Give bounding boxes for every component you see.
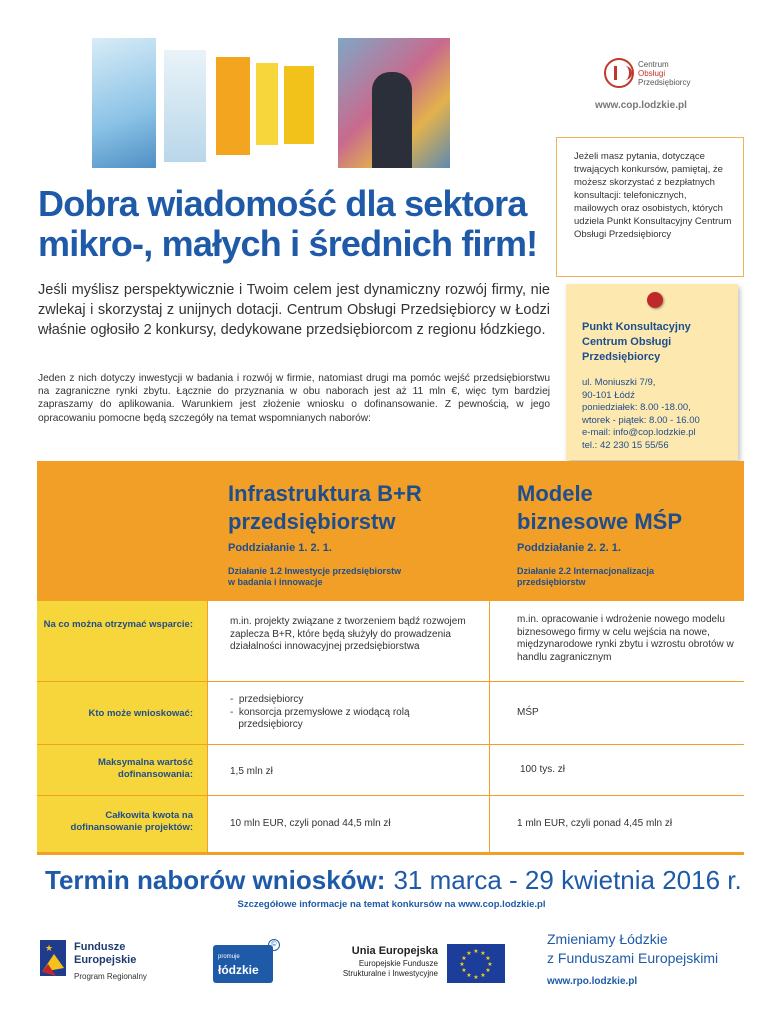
header-photo-businessman (372, 72, 412, 168)
header-photo-lab (92, 38, 156, 168)
row-label: Maksymalna wartość dofinansowania: (37, 745, 207, 795)
row-cell-left: 10 mln EUR, czyli ponad 44,5 mln zł (208, 796, 489, 852)
promuje-lodzkie-logo (213, 945, 273, 983)
svg-text:★: ★ (485, 955, 491, 962)
svg-text:★: ★ (480, 972, 486, 979)
list-item: przedsiębiorcy (230, 719, 303, 730)
svg-text:★: ★ (473, 974, 479, 981)
note-address-line: 90-101 Łódź (582, 389, 635, 401)
slogan-line1: Zmieniamy Łódzkie (547, 931, 668, 947)
fe-program: Program Regionalny (74, 972, 147, 981)
ue-title: Unia Europejska (351, 945, 438, 957)
column-title-line1: Infrastruktura B+R (228, 481, 422, 506)
headline-line1: Dobra wiadomość dla sektora (38, 183, 527, 224)
row-cell-right: m.in. opracowanie i wdrożenie nowego modelu biznesowego firmy w celu wejścia na nowe, międzynarodowe rynki zbytu i wzrostu obrotów w handlu zagranicznym (490, 601, 744, 681)
column-header-br (228, 480, 498, 588)
consultation-note (566, 284, 738, 460)
deadline-dates: 31 marca - 29 kwietnia 2016 r. (393, 865, 742, 895)
fe-star-icon (38, 938, 68, 978)
column-title (517, 480, 737, 536)
ue-sub-line1: Europejskie Fundusze (358, 959, 438, 968)
svg-text:★: ★ (459, 961, 465, 968)
svg-text:★: ★ (487, 961, 493, 968)
row-label: Całkowita kwota na dofinansowanie projektów: (37, 796, 207, 852)
row-label: Na co można otrzymać wsparcie: (37, 601, 207, 681)
cop-logo-line2: Obsługi (638, 69, 666, 78)
info-box: Jeżeli masz pytania, dotyczące trwających konkursów, pamiętaj, że możesz skorzystać z bezpłatnych konsultacji: telefonicznych, mailowych oraz osobistych, których udziela Punkt Konsultacyjny Centrum Obsługi Przedsiębiorcy (556, 137, 744, 277)
row-cell-left: 1,5 mln zł (208, 745, 489, 795)
cop-logo-mark-icon (604, 58, 634, 88)
ue-sub (300, 959, 438, 979)
column-subaction: Poddziałanie 2. 2. 1. (517, 542, 621, 554)
ue-logo-text (300, 945, 438, 979)
column-title (228, 480, 498, 536)
note-title: Punkt Konsultacyjny Centrum Obsługi Przedsiębiorcy (582, 321, 691, 363)
row-cell-right: 100 tys. zł (490, 745, 744, 795)
column-action-line1: Działanie 2.2 Internacjonalizacja (517, 566, 655, 576)
pushpin-icon (647, 292, 663, 308)
header-photo-lab-2 (164, 50, 206, 162)
ue-sub-line2: Strukturalne i Inwestycyjne (342, 969, 438, 978)
fe-name (74, 941, 136, 967)
svg-text:★: ★ (485, 967, 491, 974)
note-phone: tel.: 42 230 15 55/56 (582, 439, 669, 451)
svg-text:★: ★ (466, 972, 472, 979)
column-action-line2: w badania i innowacje (228, 577, 323, 587)
body-paragraph: Jeden z nich dotyczy inwestycji w badania i rozwój w firmie, natomiast drugi ma pomóc wejść przedsiębiorstwu na zagraniczne rynki zbytu. Łącznie do przyznania w obu naborach jest aż 11 mln €, więc tym bardziej zapraszamy do aplikowania. Warunkiem jest złożenie wniosku o dofinansowanie. Z pewnością, w jego opracowaniu pomocne będą szczegóły na temat wspomnianych naborów: (38, 373, 550, 424)
column-header-msp (517, 480, 737, 588)
column-action-line2: przedsiębiorstw (517, 577, 586, 587)
note-address-line: poniedziałek: 8.00 -18.00, (582, 402, 691, 413)
headline (38, 184, 558, 264)
deadline-heading (45, 865, 742, 896)
column-action-line1: Działanie 1.2 Inwestycje przedsiębiorstw (228, 566, 402, 576)
column-action (228, 566, 498, 588)
fe-line2: Europejskie (74, 954, 137, 966)
promo-big-text: łódzkie (218, 963, 259, 977)
list-item: - przedsiębiorcy (230, 694, 304, 705)
row-cell-left (208, 682, 489, 744)
promo-small-text: promuje (218, 954, 240, 960)
slogan (547, 930, 718, 968)
row-cell-left: m.in. projekty związane z tworzeniem bądź rozwojem zaplecza B+R, które będą służyły do prowadzenia działalności innowacyjnej przedsiębiorstwa (208, 601, 489, 681)
headline-line2: mikro-, małych i średnich firm! (38, 223, 538, 264)
svg-text:★: ★ (466, 950, 472, 957)
column-title-line1: Modele (517, 481, 593, 506)
eu-flag-icon (447, 944, 505, 983)
deadline-label: Termin naborów wniosków: (45, 865, 386, 895)
lead-paragraph: Jeśli myślisz perspektywicznie i Twoim celem jest dynamiczny rozwój firmy, nie zwlekaj i skorzystaj z unijnych dotacji. Centrum Obsługi Przedsiębiorcy w Łodzi właśnie ogłosiło 2 konkursy, dedykowane przedsiębiorcom z regionu łódzkiego. (38, 282, 550, 338)
cop-logo (600, 58, 690, 94)
cop-logo-text (638, 60, 690, 87)
svg-text:★: ★ (45, 944, 54, 954)
note-address (582, 377, 737, 452)
cop-url[interactable]: www.cop.lodzkie.pl (595, 100, 687, 111)
note-email[interactable]: e-mail: info@cop.lodzkie.pl (582, 427, 696, 438)
column-title-line2: biznesowe MŚP (517, 509, 683, 534)
note-address-line: wtorek - piątek: 8.00 - 16.00 (582, 414, 700, 426)
program-table (37, 461, 744, 855)
row-label: Kto może wnioskować: (37, 682, 207, 744)
header-orange-block (216, 57, 250, 155)
row-cell-right: MŚP (490, 682, 744, 744)
copyright-icon: © (268, 939, 280, 951)
row-cell-right: 1 mln EUR, czyli ponad 4,45 mln zł (490, 796, 744, 852)
note-address-line: ul. Moniuszki 7/9, (582, 377, 656, 388)
column-subaction: Poddziałanie 1. 2. 1. (228, 542, 332, 554)
svg-text:★: ★ (480, 950, 486, 957)
column-title-line2: przedsiębiorstw (228, 509, 396, 534)
eu-stars-icon (447, 944, 505, 983)
slogan-line2: z Funduszami Europejskimi (547, 950, 719, 966)
column-action (517, 566, 737, 588)
svg-text:★: ★ (461, 955, 467, 962)
header-gold-block (284, 66, 314, 144)
rpo-url[interactable]: www.rpo.lodzkie.pl (547, 976, 638, 987)
list-item: - konsorcja przemysłowe z wiodącą rolą (230, 706, 410, 718)
svg-text:★: ★ (461, 967, 467, 974)
header-yellow-block (256, 63, 278, 145)
details-link[interactable]: Szczegółowe informacje na temat konkursów na www.cop.lodzkie.pl (237, 899, 546, 910)
fundusze-europejskie-logo (38, 938, 198, 990)
cop-logo-line1: Centrum (638, 60, 669, 69)
fe-line1: Fundusze (74, 941, 126, 953)
cop-logo-line3: Przedsiębiorcy (638, 78, 691, 87)
svg-text:★: ★ (473, 948, 479, 955)
